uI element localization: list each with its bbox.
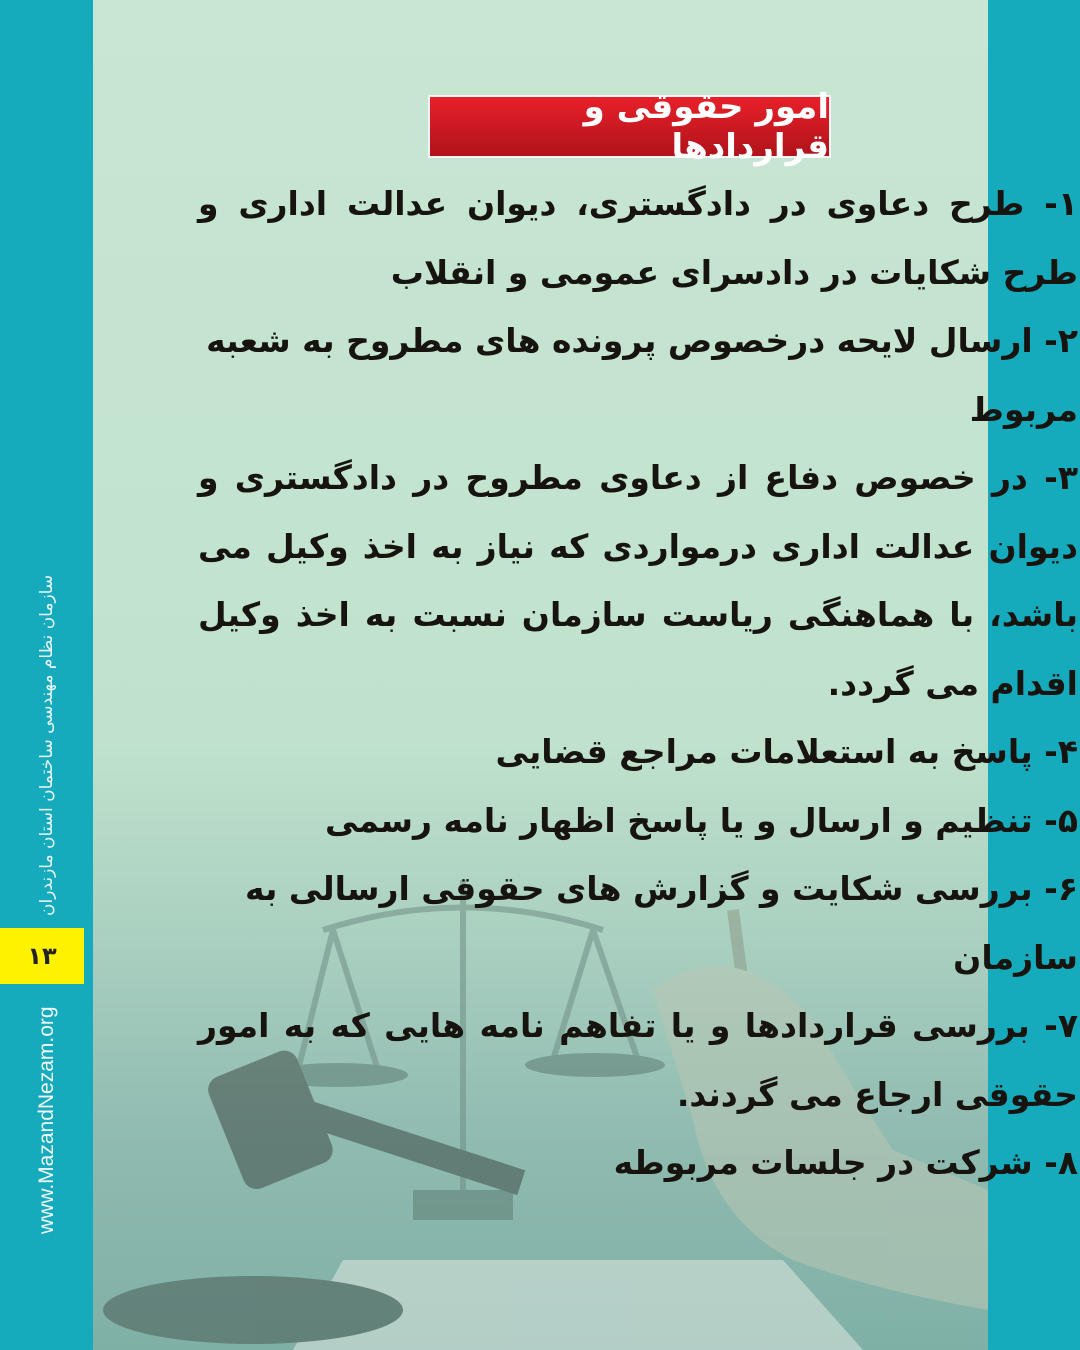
- list-item: ۶- بررسی شکایت و گزارش های حقوقی ارسالی به سازمان: [244, 869, 1078, 977]
- list-item: ۱- طرح دعاوی در دادگستری، دیوان عدالت اداری و طرح شکایات در دادسرای عمومی و انقلاب: [198, 184, 1078, 292]
- website-link[interactable]: www.MazandNezam.org: [35, 1006, 58, 1234]
- title-banner: [428, 86, 831, 167]
- list-item: ۴- پاسخ به استعلامات مراجع قضایی: [495, 732, 1078, 771]
- list-item: ۵- تنظیم و ارسال و یا پاسخ اظهار نامه رسمی: [325, 800, 1078, 840]
- page-title: امور حقوقی و قراردادها: [583, 86, 829, 167]
- organization-name: سازمان نظام مهندسی ساختمان استان مازندران: [37, 574, 57, 916]
- duties-list: [198, 170, 1078, 1198]
- list-item: ۳- در خصوص دفاع از دعاوی مطروح در دادگستری و دیوان عدالت اداری درمواردی که نیاز به اخذ وکیل می باشد، با هماهنگی ریاست سازمان نسبت به اخذ وکیل اقدام می گردد.: [198, 458, 1078, 703]
- list-item: ۲- ارسال لایحه درخصوص پرونده های مطروح به شعبه مربوط: [206, 321, 1078, 429]
- page-number-badge: ۱۳: [0, 928, 84, 984]
- list-item: ۷- بررسی قراردادها و یا تفاهم نامه هایی که به امور حقوقی ارجاع می گردند.: [198, 1006, 1078, 1114]
- list-item: ۸- شرکت در جلسات مربوطه: [613, 1143, 1078, 1182]
- content-panel: [93, 0, 1078, 1350]
